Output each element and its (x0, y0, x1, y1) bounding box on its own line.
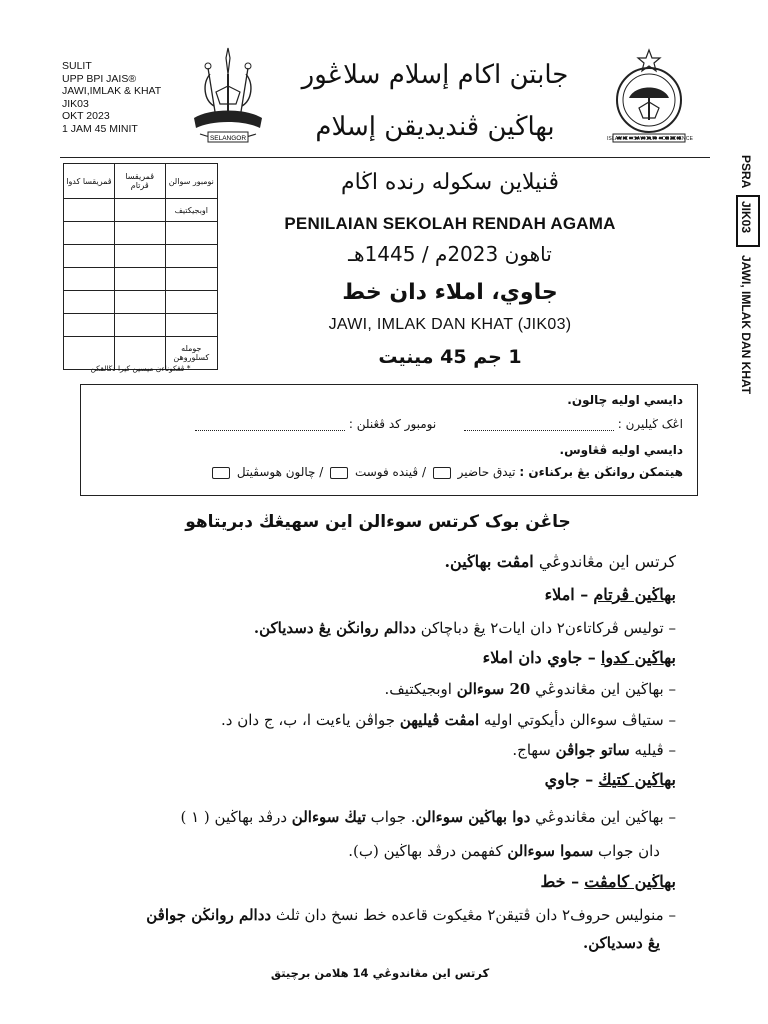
part4-heading (76, 872, 676, 891)
part2-line1 (76, 680, 676, 698)
part2-subtitle: – جاوي دان املاء (482, 648, 596, 667)
marks-cell[interactable] (114, 291, 165, 314)
marks-cell[interactable] (64, 314, 115, 337)
side-psra: PSRA (739, 155, 753, 189)
header-divider (60, 157, 710, 158)
part1-heading (76, 585, 676, 604)
side-code: JIK03 (739, 201, 753, 234)
part1-subtitle: – املاء (544, 585, 589, 604)
status-hospital-label: چالون هوسڤيتل (236, 465, 316, 479)
selangor-crest-logo (180, 44, 276, 150)
marks-cell (165, 268, 217, 291)
part4-subtitle: – خط (540, 872, 580, 891)
marks-cell (165, 291, 217, 314)
instructions-intro (76, 552, 676, 571)
part1-line (76, 619, 676, 637)
part1-title: بهاڬين ڤرتام (593, 585, 676, 604)
paper-meta (62, 60, 161, 135)
marks-cell[interactable] (64, 222, 115, 245)
marks-col-question: نومبور سوالن (165, 164, 217, 199)
marks-table (63, 163, 218, 370)
p2-l3-b: ساتو جواڤن (555, 741, 630, 759)
exam-title-rumi: PENILAIAN SEKOLAH RENDAH AGAMA (284, 214, 616, 233)
status-post-checkbox[interactable] (330, 467, 348, 479)
marks-note: * ڤڠكوناءن ميسين كيرا دڬالقكن (90, 364, 191, 373)
marks-cell[interactable] (114, 268, 165, 291)
marks-row-total: جوملە كسلوروهن (165, 337, 217, 370)
page-count-footer: كرتس اين مڠاندوڠي 14 هلامن برچيتق (270, 966, 490, 980)
meta-sulit: SULIT (62, 60, 92, 72)
intro-bold: امڤت بهاڬين. (444, 552, 534, 571)
p2-l1-a: – بهاڬين اين مڠاندوڠي (530, 680, 676, 698)
meta-duration: 1 JAM 45 MINIT (62, 122, 138, 135)
part3-subtitle: – جاوي (544, 770, 594, 789)
p3-l1-e: درڤد بهاڬين ( ١ ) (180, 808, 292, 826)
id-code-label: نومبور كد ڤڠنلن : (348, 417, 437, 431)
marks-cell[interactable] (64, 199, 115, 222)
meta-subject: JAWI,IMLAK & KHAT (62, 85, 162, 97)
p3-l1-a: – بهاڬين اين مڠاندوڠي (530, 808, 676, 826)
subject-rumi: JAWI, IMLAK DAN KHAT (JIK03) (328, 316, 572, 333)
marks-cell (165, 222, 217, 245)
p2-l2-b: امڤت ڤيليهن (399, 711, 480, 729)
p2-l2-a: – ستياڤ سوءالن دأيكوتي اوليه (479, 711, 676, 729)
p3-l2-c: كفهمن درڤد بهاڬين (ب). (348, 842, 508, 860)
exam-year: تاهون 2023م / 1445هـ (348, 242, 552, 266)
p2-l3-c: سهاج. (512, 741, 556, 759)
part2-line3 (76, 741, 676, 759)
invigilator-section-label: دايسي اوليه ڤڠاوس. (559, 443, 683, 457)
status-absent-label: تيدق حاضير (457, 465, 516, 479)
p3-l2-b: سموا سوءالن (507, 842, 594, 860)
marks-col-examiner2: ڤمريقسا كدوا (64, 164, 115, 199)
p4-l1-a: – منوليس حروف٢ دان ڤتيقن٢ مڠيكوت قاعده خط نسخ دان ثلث (271, 906, 676, 924)
marks-cell (165, 245, 217, 268)
marks-cell[interactable] (64, 245, 115, 268)
marks-cell[interactable] (64, 291, 115, 314)
exam-title-jawi: ڤنيلاين سكوله رنده اڬام (341, 170, 559, 195)
part3-title: بهاڬين كتيڬ (598, 770, 676, 789)
marks-col-examiner1: ڤمريقسا ڤرتام (114, 164, 165, 199)
p2-l1-b: 20 سوءالن (456, 680, 531, 698)
subject-jawi: جاوي، املاء دان خط (342, 280, 558, 305)
marks-cell[interactable] (64, 268, 115, 291)
candidate-box (80, 384, 698, 496)
part4-line1 (76, 906, 676, 924)
jais-logo (605, 48, 693, 148)
instructions-heading: جاڠن بوک كرتس سوءالن اين سهيڠڬ دبريتاهو (185, 512, 571, 532)
part3-line2 (60, 842, 660, 860)
turn-number-field[interactable] (464, 430, 614, 431)
turn-number-label: اڠک ڬيليرن : (617, 417, 683, 431)
meta-publisher: UPP BPI JAIS® (62, 72, 137, 85)
side-code-box (736, 195, 760, 247)
p3-l1-d: تيڬ سوءالن (291, 808, 366, 826)
p2-l1-c: اوبجيكتيف. (384, 680, 457, 698)
part3-line1 (76, 808, 676, 826)
status-prompt: هيتمكن روانڬن يڠ بركناءن : (519, 465, 683, 479)
division-name: بهاڬين ڤنديديقن إسلام (315, 112, 555, 142)
p3-l1-c: . جواب (365, 808, 416, 826)
marks-cell[interactable] (114, 222, 165, 245)
p2-l2-c: جواڤن ياءيت ا، ب، ج دان د. (221, 711, 400, 729)
part4-title: بهاڬين كامڤت (584, 872, 676, 891)
part1-line-text: – توليس ڤركاتاءن٢ دان ايات٢ يڠ دباچاكن (415, 619, 676, 637)
department-name: جابتن اكام إسلام سلاڠور (301, 60, 569, 90)
part2-line2 (76, 711, 676, 729)
status-post-label: ڤينده فوست (354, 465, 419, 479)
selangor-ribbon-text: SELANGOR (209, 135, 247, 142)
intro-text: كرتس اين مڠاندوڠي (533, 552, 676, 571)
p2-l3-a: – ڤيليه (629, 741, 676, 759)
marks-cell[interactable] (114, 314, 165, 337)
part2-heading (76, 648, 676, 667)
status-absent-checkbox[interactable] (433, 467, 451, 479)
candidate-fields-row (195, 417, 683, 431)
part2-title: بهاڬين كدوا (600, 648, 676, 667)
candidate-section-label: دايسي اوليه چالون. (567, 393, 683, 407)
part3-heading (76, 770, 676, 789)
p3-l1-b: دوا بهاڬين سوءالن (415, 808, 531, 826)
part1-line-bold: ددالم روانڬن يڠ دسدياكن. (253, 619, 416, 637)
marks-cell[interactable] (114, 245, 165, 268)
status-row: هيتمكن روانڬن يڠ بركناءن : تيدق حاضير / ڤينده فوست / چالون هوسڤيتل (209, 465, 683, 479)
p4-l1-b: ددالم روانڬن جواڤن (146, 906, 272, 924)
side-subject: JAWI, IMLAK DAN KHAT (739, 255, 753, 395)
meta-code: JIK03 (62, 97, 89, 110)
side-strip (732, 155, 768, 415)
marks-cell[interactable] (114, 199, 165, 222)
marks-row-objective: اوبجيكتيف (165, 199, 217, 222)
marks-cell (165, 314, 217, 337)
p3-l2-a: دان جواب (593, 842, 660, 860)
part4-line2: يڠ دسدياكن. (582, 934, 660, 952)
id-code-field[interactable] (195, 430, 345, 431)
exam-duration: 1 جم 45 مينيت (378, 346, 522, 368)
status-hospital-checkbox[interactable] (212, 467, 230, 479)
jais-caption: ISLAMIC • SAVIOUR • OBEDIENCE (606, 136, 694, 142)
meta-date: OKT 2023 (62, 110, 110, 122)
